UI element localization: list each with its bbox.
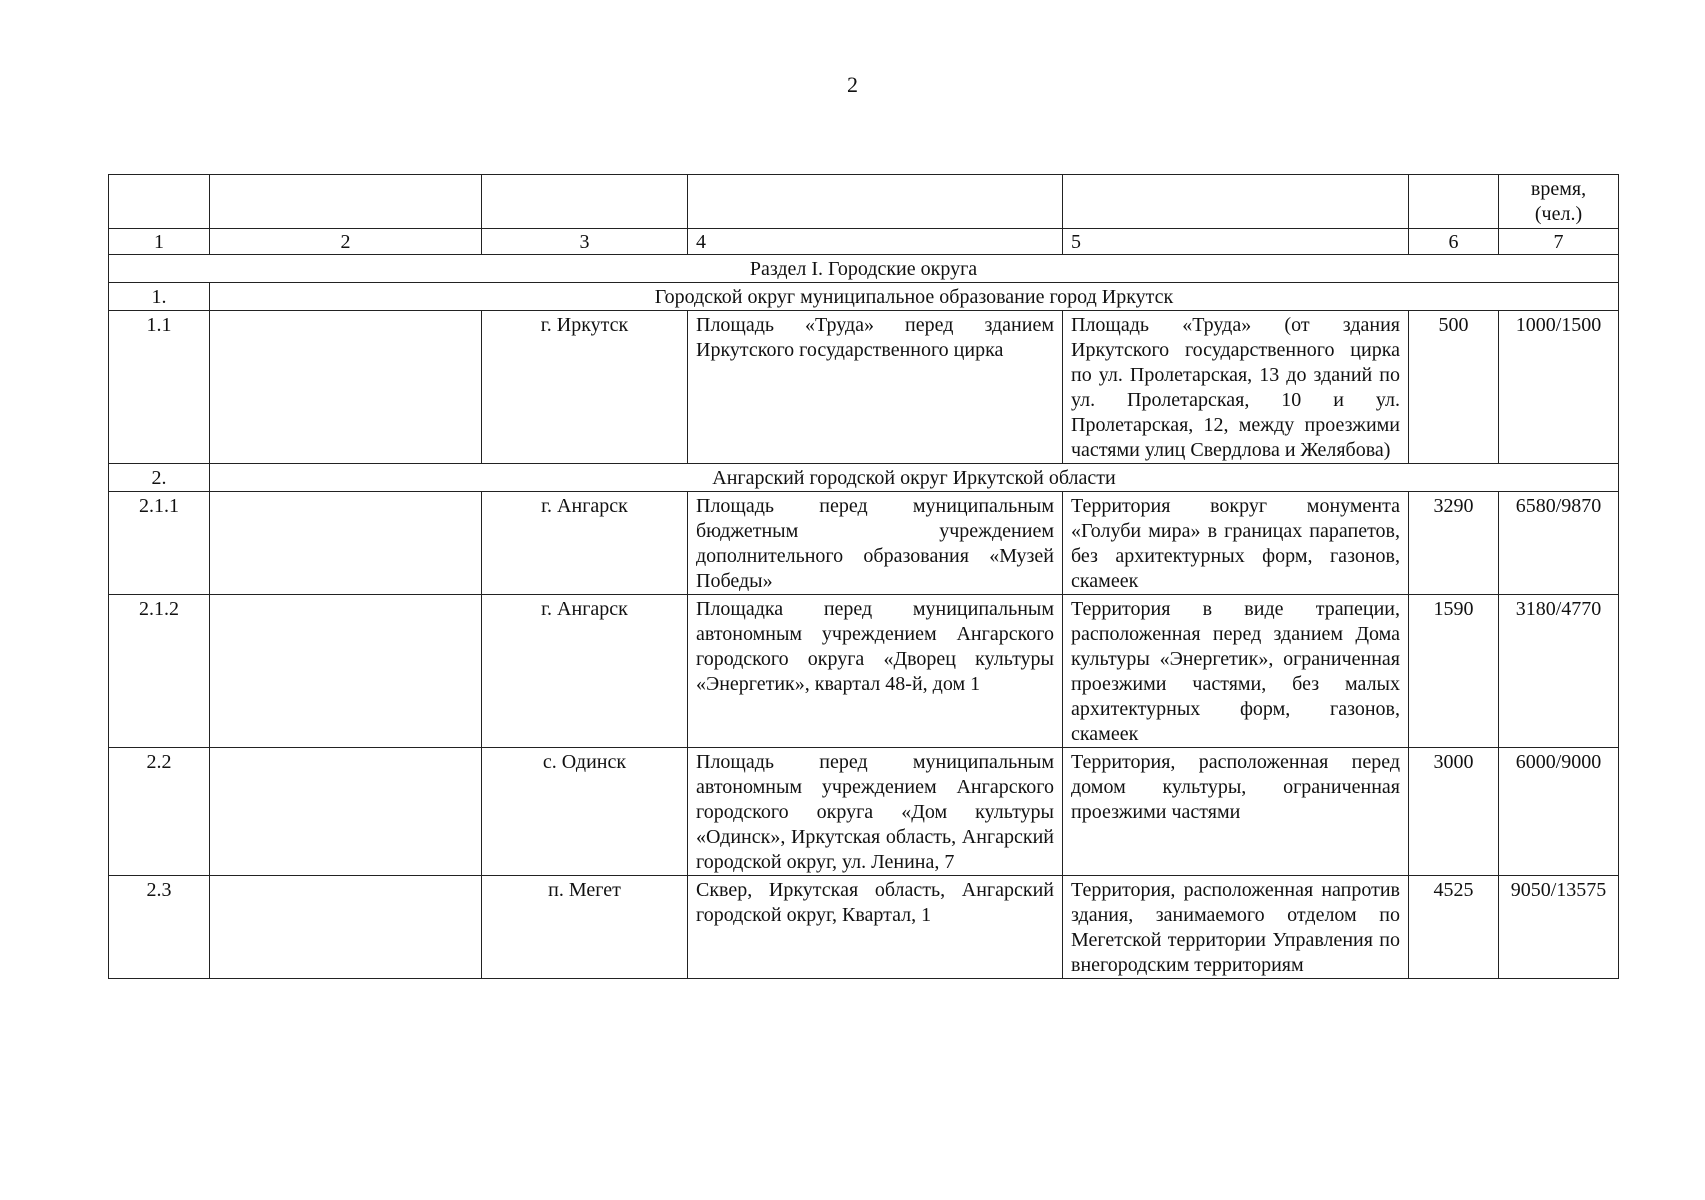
row-territory: Территория вокруг монумента «Голуби мира» в границах парапетов, без архитектурных форм, газонов, скамеек	[1063, 492, 1409, 595]
column-number-row	[109, 229, 1619, 255]
group-row	[109, 464, 1619, 492]
table-row	[109, 748, 1619, 876]
table-row	[109, 876, 1619, 979]
section-title: Раздел I. Городские округа	[109, 255, 1619, 283]
row-people: 1000/1500	[1499, 311, 1619, 464]
row-capacity: 3290	[1409, 492, 1499, 595]
table-row	[109, 492, 1619, 595]
header-cell-5	[1063, 175, 1409, 229]
row-territory: Территория, расположенная перед домом культуры, ограниченная проезжими частями	[1063, 748, 1409, 876]
header-cell-2	[210, 175, 482, 229]
row-col2	[210, 311, 482, 464]
column-number-3: 3	[482, 229, 688, 255]
header-cell-3	[482, 175, 688, 229]
row-name: Площадь «Труда» перед зданием Иркутского государственного цирка	[688, 311, 1063, 464]
column-number-2: 2	[210, 229, 482, 255]
row-people: 3180/4770	[1499, 595, 1619, 748]
row-number: 2.1.2	[109, 595, 210, 748]
row-number: 2.2	[109, 748, 210, 876]
row-number: 2.1.1	[109, 492, 210, 595]
row-place: п. Мегет	[482, 876, 688, 979]
header-row	[109, 175, 1619, 229]
row-name: Площадь перед муниципальным автономным учреждением Ангарского городского округа «Дом культуры «Одинск», Иркутская область, Ангарский городской округ, ул. Ленина, 7	[688, 748, 1063, 876]
row-number: 2.3	[109, 876, 210, 979]
header-cell-1	[109, 175, 210, 229]
row-col2	[210, 595, 482, 748]
column-number-6: 6	[1409, 229, 1499, 255]
header-col7-bottom: (чел.)	[1534, 203, 1583, 225]
row-territory: Площадь «Труда» (от здания Иркутского государственного цирка по ул. Пролетарская, 13 до зданий по ул. Пролетарская, 10 и ул. Пролетарская, 12, между проезжими частями улиц Свердлова и Желябова)	[1063, 311, 1409, 464]
page-number: 2	[847, 72, 858, 97]
row-place: г. Иркутск	[482, 311, 688, 464]
table-row	[109, 595, 1619, 748]
row-place: с. Одинск	[482, 748, 688, 876]
row-capacity: 1590	[1409, 595, 1499, 748]
row-col2	[210, 492, 482, 595]
row-name: Площадь перед муниципальным бюджетным учреждением дополнительного образования «Музей Победы»	[688, 492, 1063, 595]
row-col2	[210, 876, 482, 979]
row-people: 6000/9000	[1499, 748, 1619, 876]
section-row	[109, 255, 1619, 283]
row-people: 9050/13575	[1499, 876, 1619, 979]
header-cell-7	[1499, 175, 1619, 229]
header-cell-4	[688, 175, 1063, 229]
group-title: Ангарский городской округ Иркутской области	[210, 464, 1619, 492]
row-territory: Территория, расположенная напротив здания, занимаемого отделом по Мегетской территории Управления по внегородским территориям	[1063, 876, 1409, 979]
group-title: Городской округ муниципальное образование город Иркутск	[210, 283, 1619, 311]
group-row	[109, 283, 1619, 311]
header-cell-6	[1409, 175, 1499, 229]
column-number-4: 4	[688, 229, 1063, 255]
row-capacity: 3000	[1409, 748, 1499, 876]
table-row	[109, 311, 1619, 464]
document-table	[108, 174, 1619, 979]
row-col2	[210, 748, 482, 876]
row-people: 6580/9870	[1499, 492, 1619, 595]
row-capacity: 4525	[1409, 876, 1499, 979]
row-place: г. Ангарск	[482, 492, 688, 595]
row-number: 1.1	[109, 311, 210, 464]
column-number-7: 7	[1499, 229, 1619, 255]
row-name: Площадка перед муниципальным автономным учреждением Ангарского городского округа «Дворец культуры «Энергетик», квартал 48-й, дом 1	[688, 595, 1063, 748]
group-number: 1.	[109, 283, 210, 311]
column-number-5: 5	[1063, 229, 1409, 255]
row-capacity: 500	[1409, 311, 1499, 464]
row-name: Сквер, Иркутская область, Ангарский городской округ, Квартал, 1	[688, 876, 1063, 979]
column-number-1: 1	[109, 229, 210, 255]
row-territory: Территория в виде трапеции, расположенная перед зданием Дома культуры «Энергетик», ограниченная проезжими частями, без малых архитектурных форм, газонов, скамеек	[1063, 595, 1409, 748]
group-number: 2.	[109, 464, 210, 492]
header-col7-top: время,	[1530, 178, 1587, 200]
row-place: г. Ангарск	[482, 595, 688, 748]
